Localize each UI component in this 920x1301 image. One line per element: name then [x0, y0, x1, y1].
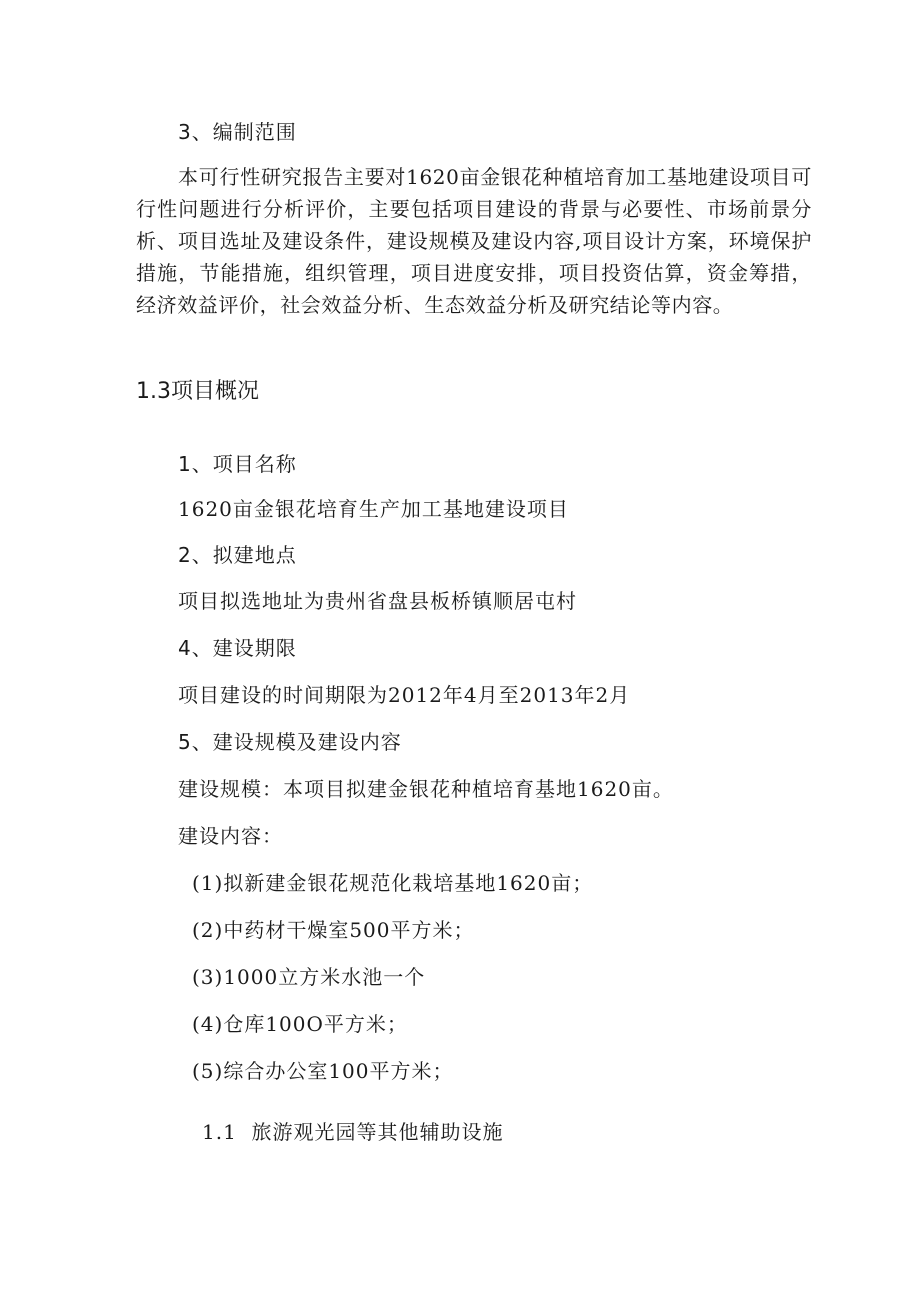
item-location-value: 项目拟选地址为贵州省盘县板桥镇顺居屯村	[178, 589, 577, 613]
section-scope-paragraph: 本可行性研究报告主要对1620亩金银花种植培育加工基地建设项目可行性问题进行分析评价，主要包括项目建设的背景与必要性、市场前景分析、项目选址及建设条件，建设规模及建设内容,项目设计方案，环境保护措施，节能措施，组织管理，项目进度安排，项目投资估算，资金筹措，经济效益评价，社会效益分析、生态效益分析及研究结论等内容。	[136, 165, 812, 317]
content-item-4: (4)仓库100O平方米；	[192, 1012, 408, 1036]
item-scale-label: 5、建设规模及建设内容	[178, 730, 402, 754]
item-name-label: 1、项目名称	[178, 452, 297, 476]
content-item-5: (5)综合办公室100平方米；	[192, 1059, 454, 1083]
item-name-value: 1620亩金银花培育生产加工基地建设项目	[178, 497, 569, 521]
content-item-1: (1)拟新建金银花规范化栽培基地1620亩；	[192, 871, 594, 895]
scope-heading-text: 3、编制范围	[178, 120, 297, 144]
sub-item-heading: 1.1 旅游观光园等其他辅助设施	[202, 1120, 504, 1144]
section-scope-heading	[178, 117, 297, 147]
item-scale-value: 建设规模：本项目拟建金银花种植培育基地1620亩。	[178, 777, 674, 801]
item-period-value: 项目建设的时间期限为2012年4月至2013年2月	[178, 683, 631, 707]
item-location-label: 2、拟建地点	[178, 543, 297, 567]
item-period-label: 4、建设期限	[178, 636, 297, 660]
content-label: 建设内容：	[178, 824, 283, 848]
content-item-2: (2)中药材干燥室500平方米；	[192, 918, 475, 942]
content-item-3: (3)1000立方米水池一个	[192, 965, 426, 989]
overview-heading: 1.3项目概况	[136, 379, 259, 404]
